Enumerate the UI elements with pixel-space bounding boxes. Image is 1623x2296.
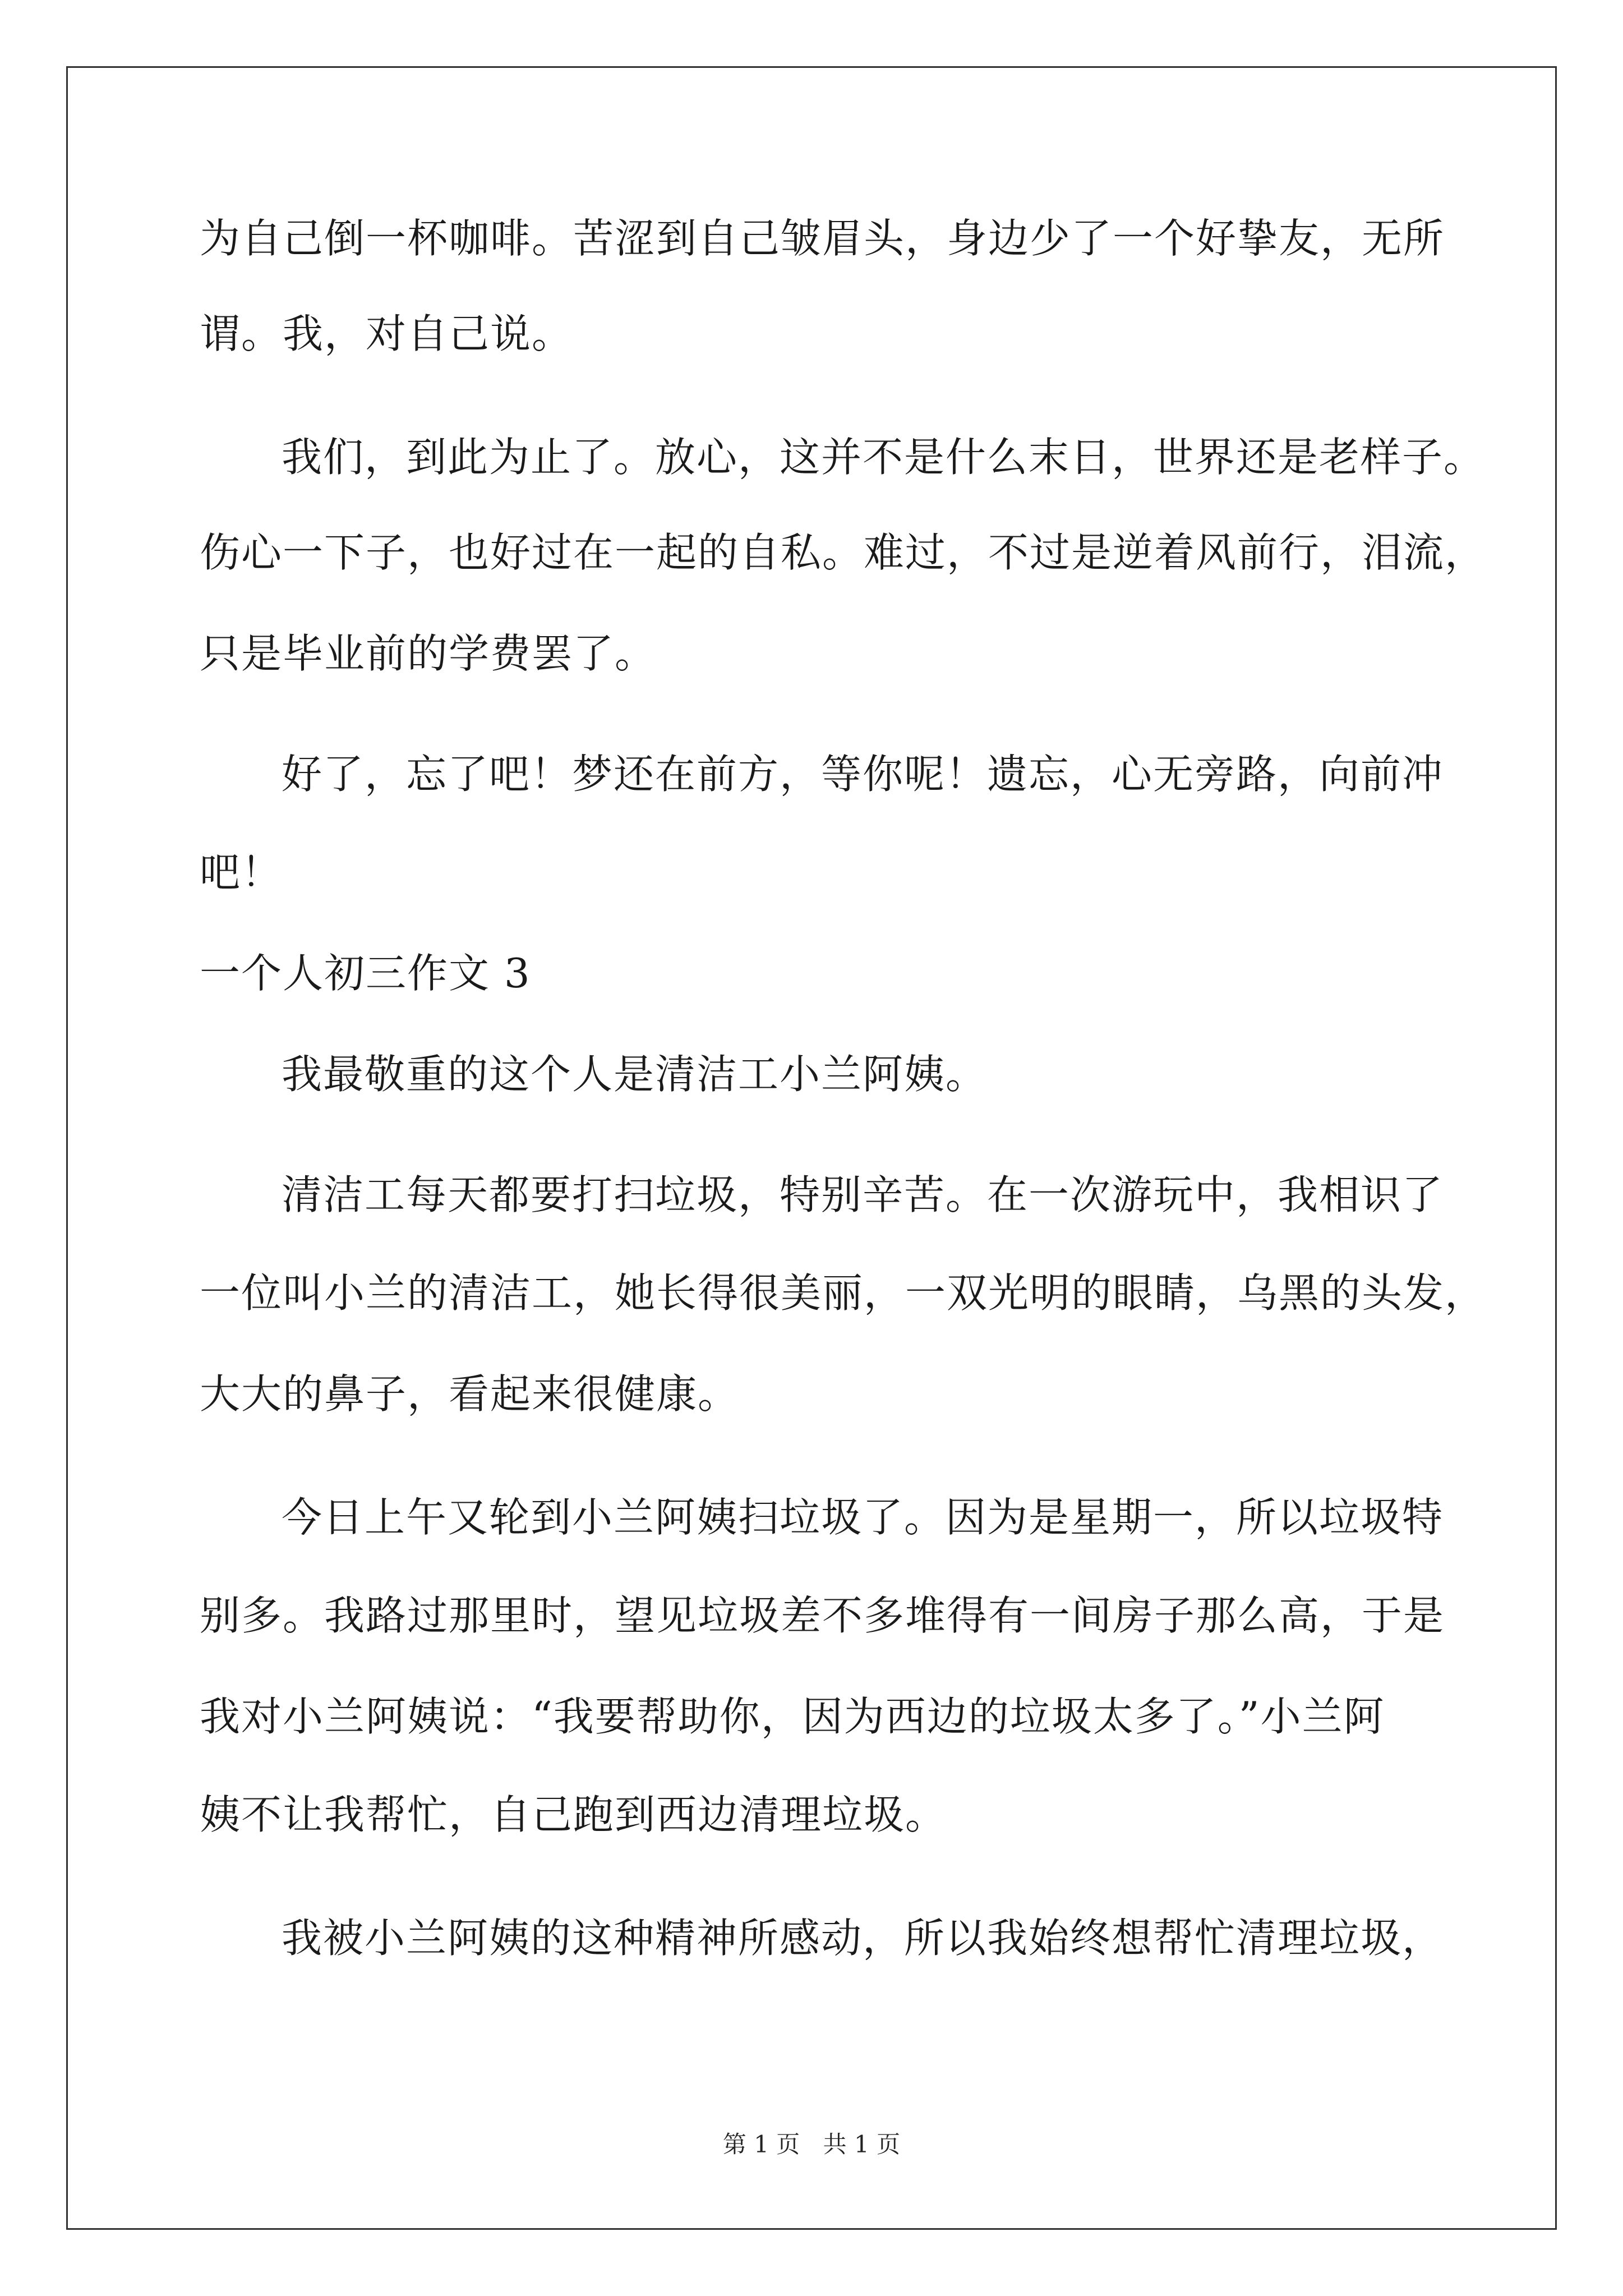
text-line: 好了，忘了吧！梦还在前方，等你呢！遗忘，心无旁路，向前冲 [282, 751, 1444, 798]
page-total: 共 1 页 [823, 2131, 901, 2158]
text-line: 我最敬重的这个人是清洁工小兰阿姨。 [282, 1051, 988, 1098]
text-line: 姨不让我帮忙，自己跑到西边清理垃圾。 [200, 1791, 947, 1838]
text-line: 为自己倒一杯咖啡。苦涩到自己皱眉头，身边少了一个好挚友，无所 [200, 215, 1445, 262]
text-line: 我被小兰阿姨的这种精神所感动，所以我始终想帮忙清理垃圾， [282, 1915, 1444, 1962]
text-line: 今日上午又轮到小兰阿姨扫垃圾了。因为是星期一，所以垃圾特 [282, 1494, 1444, 1541]
page-footer [0, 2126, 1623, 2160]
text-line: 吧！ [200, 849, 283, 896]
text-line: 清洁工每天都要打扫垃圾，特别辛苦。在一次游玩中，我相识了 [282, 1171, 1444, 1218]
text-line: 一位叫小兰的清洁工，她长得很美丽，一双光明的眼睛，乌黑的头发， [200, 1269, 1487, 1317]
text-line: 谓。我，对自己说。 [200, 310, 574, 357]
text-line: 我们，到此为止了。放心，这并不是什么末日，世界还是老样子。 [282, 434, 1486, 481]
text-line: 大大的鼻子，看起来很健康。 [200, 1370, 740, 1418]
page-number: 第 1 页 [722, 2131, 800, 2158]
text-line: 只是毕业前的学费罢了。 [200, 630, 657, 677]
text-line: 我对小兰阿姨说：“我要帮助你，因为西边的垃圾太多了。”小兰阿 [200, 1693, 1385, 1740]
page-border [66, 66, 1557, 2230]
section-heading: 一个人初三作文 3 [200, 950, 531, 997]
text-line: 伤心一下子，也好过在一起的自私。难过，不过是逆着风前行，泪流， [200, 529, 1487, 576]
text-line: 别多。我路过那里时，望见垃圾差不多堆得有一间房子那么高，于是 [200, 1592, 1445, 1639]
